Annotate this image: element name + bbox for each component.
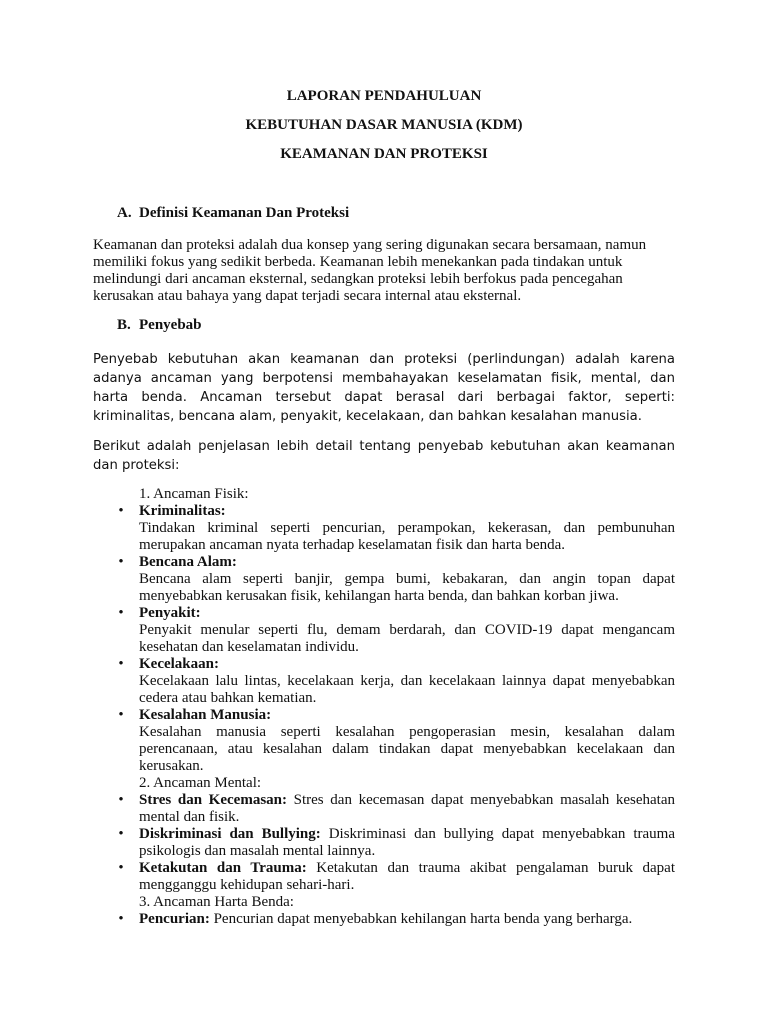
list-subheader-fisik: 1. Ancaman Fisik: (139, 486, 249, 502)
bullet-icon: • (118, 605, 124, 621)
list-item-title: Kesalahan Manusia: (139, 707, 272, 723)
list-item-title: Penyakit: (139, 605, 201, 621)
bullet-icon: • (118, 554, 124, 570)
doc-title-3: KEAMANAN DAN PROTEKSI (280, 146, 488, 162)
section-a-line: Keamanan dan proteksi adalah dua konsep yang sering digunakan secara bersamaan, namun (93, 237, 647, 253)
doc-title-2: KEBUTUHAN DASAR MANUSIA (KDM) (245, 117, 523, 133)
list-item-desc: Pencurian dapat menyebabkan kehilangan harta benda yang berharga. (213, 911, 633, 927)
list-item-desc: Tindakan kriminal seperti pencurian, perampokan, kekerasan, dan pembunuhan merupakan ancaman nyata terhadap keselamatan fisik dan harta benda. (139, 520, 675, 553)
bullet-icon: • (118, 707, 124, 723)
doc-title-1: LAPORAN PENDAHULUAN (286, 88, 482, 104)
list-subheader-harta: 3. Ancaman Harta Benda: (139, 894, 294, 910)
bullet-icon: • (118, 860, 124, 876)
section-a-paragraph (93, 237, 683, 305)
bullet-icon: • (118, 656, 124, 672)
list-item-title: Kriminalitas: (139, 503, 226, 519)
list-item-title: Ketakutan dan Trauma: (139, 860, 307, 876)
list-item (113, 503, 675, 554)
list-item (113, 605, 675, 656)
section-b-heading (117, 317, 202, 334)
bullet-icon: • (118, 503, 124, 519)
list-item (113, 554, 675, 605)
section-a-line: kerusakan atau bahaya yang dapat terjadi secara internal atau eksternal. (93, 288, 522, 304)
section-a-line: memiliki fokus yang sedikit berbeda. Keamanan lebih menekankan pada tindakan untuk (93, 254, 623, 270)
section-a-title: Definisi Keamanan Dan Proteksi (139, 205, 350, 221)
bullet-icon: • (118, 911, 124, 927)
section-b-paragraph-1: Penyebab kebutuhan akan keamanan dan proteksi (perlindungan) adalah karena adanya ancaman yang berpotensi membahayakan keselamatan fisik, mental, dan harta benda. Ancaman tersebut dapat berasal dari berbagai faktor, seperti: kriminalitas, bencana alam, penyakit, kecelakaan, dan bahkan kesalahan manusia. (93, 352, 675, 424)
bullet-icon: • (118, 792, 124, 808)
list-item-title: Stres dan Kecemasan: (139, 792, 287, 808)
list-item (113, 792, 675, 826)
list-item (113, 826, 675, 860)
causes-list (113, 486, 675, 928)
list-item-desc: Bencana alam seperti banjir, gempa bumi, kebakaran, dan angin topan dapat menyebabkan kerusakan fisik, kehilangan harta benda, dan bahkan korban jiwa. (139, 571, 675, 604)
list-item-desc: Penyakit menular seperti flu, demam berdarah, dan COVID-19 dapat mengancam kesehatan dan keselamatan individu. (139, 622, 675, 655)
section-b-paragraph-2: Berikut adalah penjelasan lebih detail tentang penyebab kebutuhan akan keamanan dan proteksi: (93, 439, 675, 473)
list-item-title: Bencana Alam: (139, 554, 237, 570)
list-item-desc: Diskriminasi dan bullying dapat menyebabkan trauma psikologis dan masalah mental lainnya. (139, 826, 676, 859)
list-item-desc: Stres dan kecemasan dapat menyebabkan masalah kesehatan mental dan fisik. (139, 792, 675, 825)
list-item-desc: Ketakutan dan trauma akibat pengalaman buruk dapat mengganggu kehidupan sehari-hari. (139, 860, 676, 893)
list-item-title: Pencurian: (139, 911, 210, 927)
list-item-desc: Kesalahan manusia seperti kesalahan pengoperasian mesin, kesalahan dalam perencanaan, atau kesalahan dalam tindakan dapat menyebabkan kecelakaan dan kerusakan. (139, 724, 675, 774)
section-a-heading (117, 205, 349, 222)
section-b-title: Penyebab (139, 317, 202, 333)
list-item-desc: Kecelakaan lalu lintas, kecelakaan kerja, dan kecelakaan lainnya dapat menyebabkan cedera atau bahkan kematian. (139, 673, 675, 706)
list-item-title: Diskriminasi dan Bullying: (139, 826, 321, 842)
list-subheader-mental: 2. Ancaman Mental: (139, 775, 262, 791)
list-item (113, 656, 675, 707)
section-a-line: melindungi dari ancaman eksternal, sedangkan proteksi lebih berfokus pada pencegahan (93, 271, 623, 287)
list-item (113, 860, 675, 894)
section-a-letter: A. (117, 205, 132, 221)
list-item (113, 911, 675, 928)
list-item (113, 707, 675, 775)
bullet-icon: • (118, 826, 124, 842)
list-item-title: Kecelakaan: (139, 656, 219, 672)
section-b-letter: B. (117, 317, 131, 333)
